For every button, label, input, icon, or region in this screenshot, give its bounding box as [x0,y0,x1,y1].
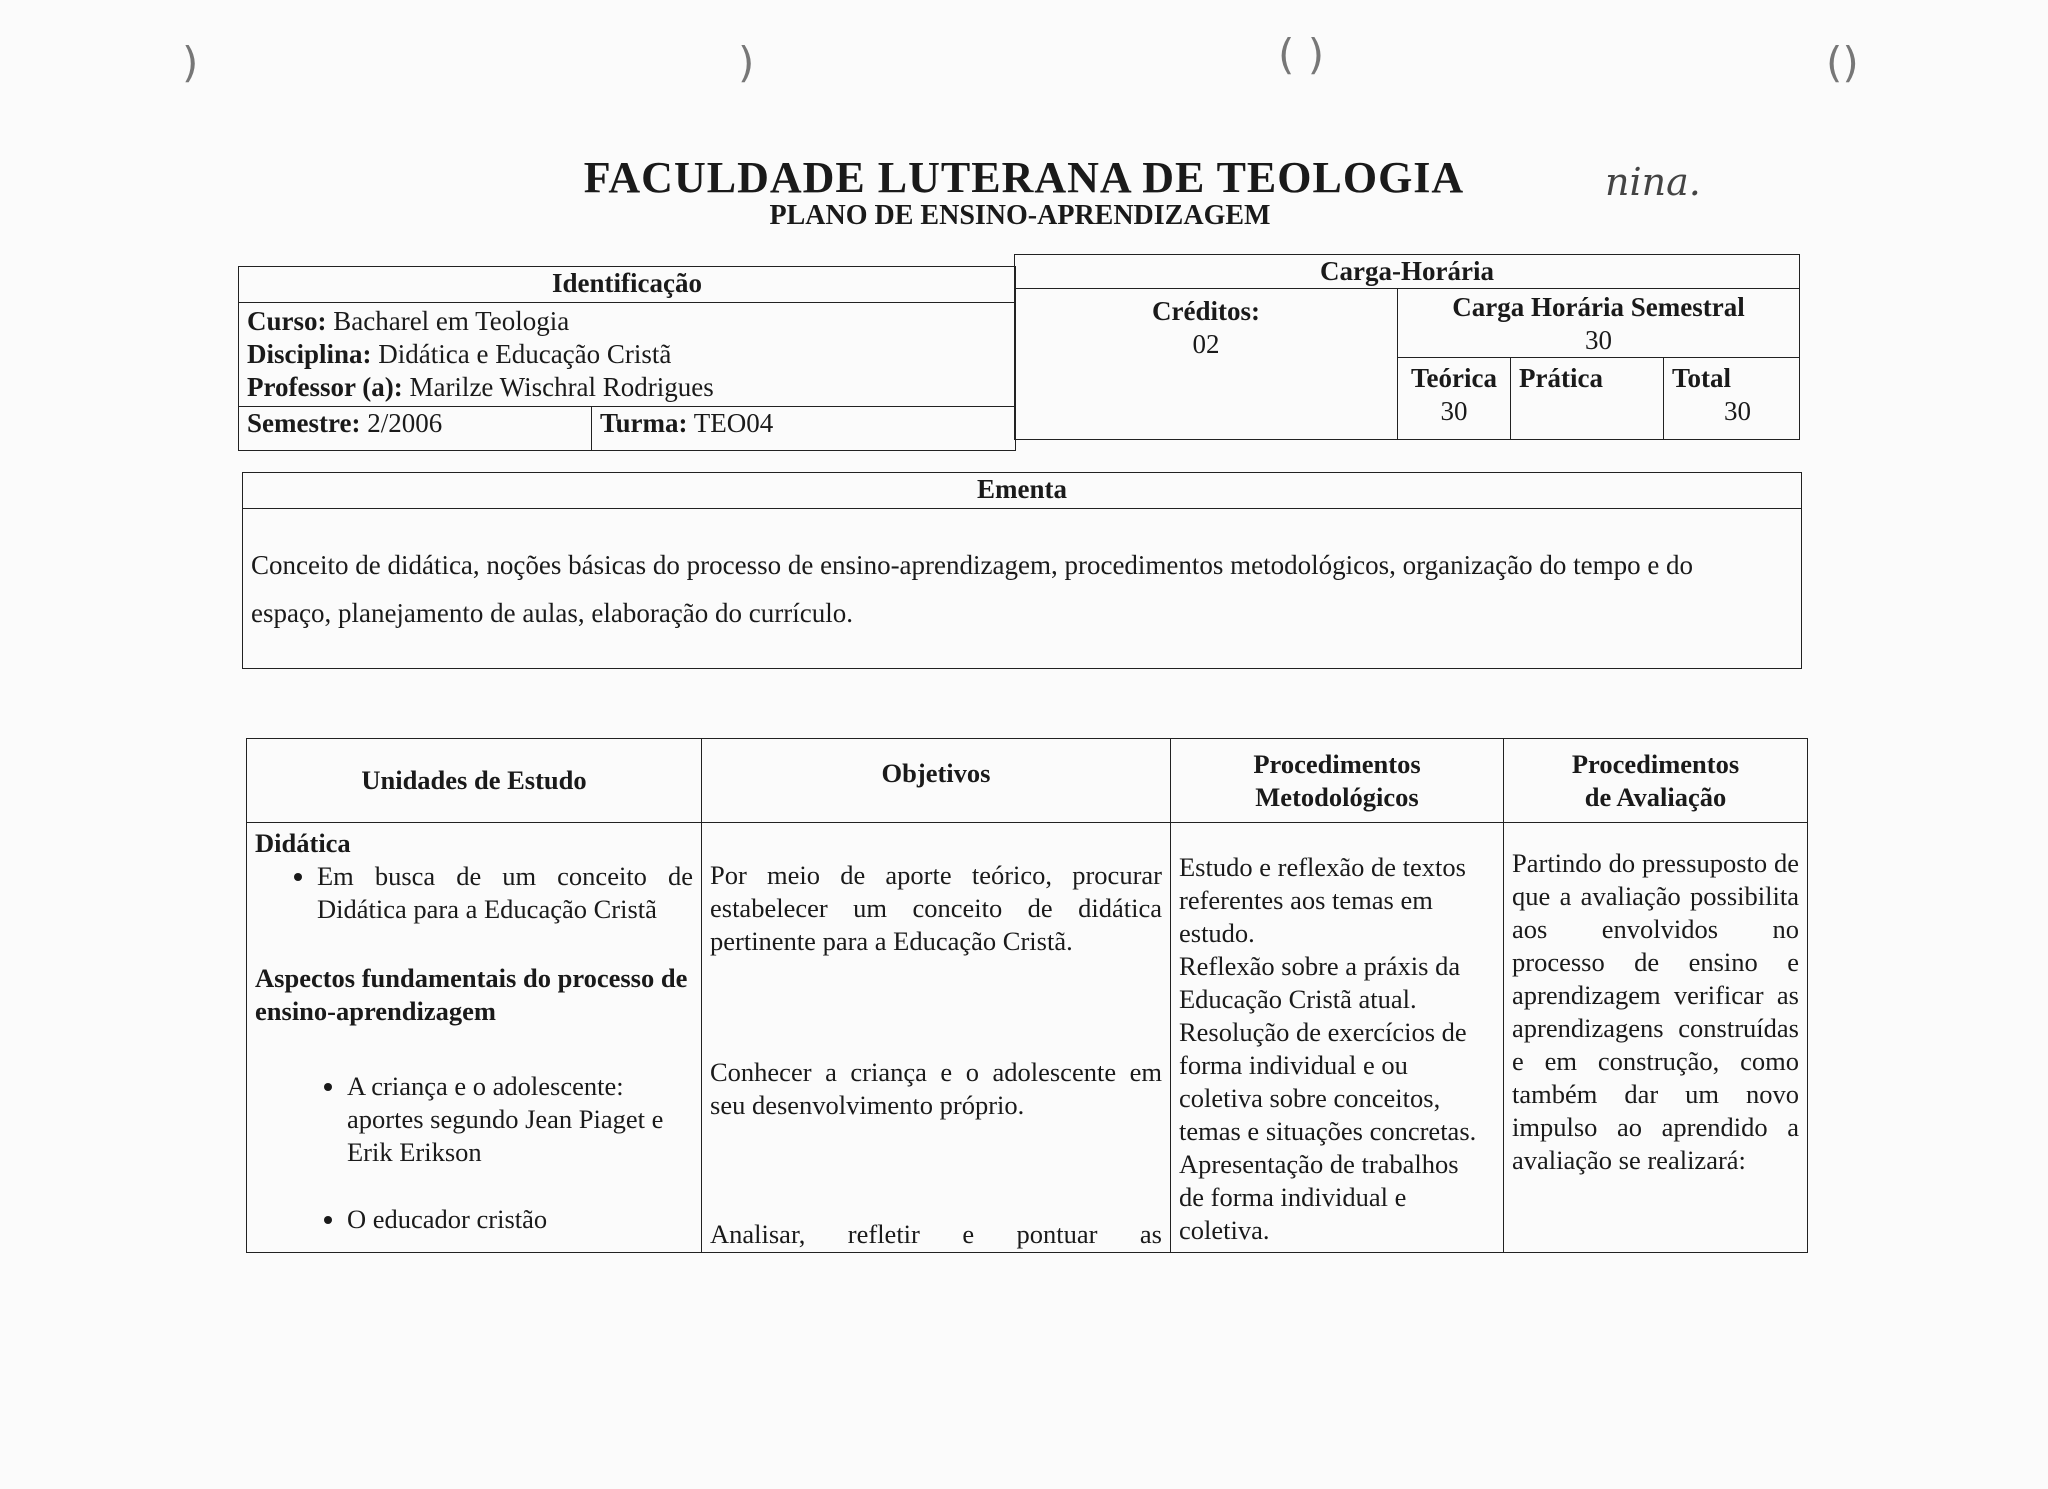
course-value: Bacharel em Teologia [333,306,570,336]
identification-table [238,266,1016,451]
practice-label: Prática [1519,363,1603,393]
professor-value: Marilze Wischral Rodrigues [409,372,714,402]
credits-value: 02 [1192,329,1220,359]
course-label: Curso: [247,306,327,336]
methodology-line: coletiva sobre conceitos, [1179,1083,1441,1113]
objective-text: Por meio de aporte teórico, procurar estabelecer um conceito de didática pertinente para a Educação Cristã. [710,860,1162,956]
credits-cell [1015,289,1398,440]
professor-label: Professor (a): [247,372,403,402]
theory-label: Teórica [1411,363,1497,393]
methodology-line: forma individual e ou [1179,1050,1408,1080]
workload-table [1014,254,1800,440]
semester-label: Semestre: [247,408,361,438]
methodology-line: Reflexão sobre a práxis da [1179,951,1461,981]
total-value: 30 [1724,396,1751,426]
syllabus-table [242,472,1802,669]
workload-heading: Carga-Horária [1015,255,1800,289]
semester-cell [239,407,592,451]
col-methodology-line: Procedimentos [1253,748,1421,779]
syllabus-line: Conceito de didática, noções básicas do processo de ensino-aprendizagem, procedimentos metodológicos, organização do tempo e do [251,550,1694,580]
col-methodology [1171,739,1504,823]
institution-title: FACULDADE LUTERANA DE TEOLOGIA [583,153,1465,202]
col-objectives: Objetivos [702,739,1171,823]
methodology-line: estudo. [1179,918,1255,948]
unit-title: Aspectos fundamentais do processo de ensino-aprendizagem [255,963,688,1026]
methodology-line: Apresentação de trabalhos [1179,1149,1459,1179]
course-info [239,303,1016,407]
semester-workload-label: Carga Horária Semestral [1452,292,1745,322]
methodology-line: referentes aos temas em [1179,885,1433,915]
unit-item: • Em busca de um conceito de Didática para a Educação Cristã [317,860,693,926]
theory-value: 30 [1440,396,1468,426]
methodology-cell [1171,823,1504,1253]
methodology-line: Resolução de exercícios de [1179,1017,1467,1047]
syllabus-line: espaço, planejamento de aulas, elaboração do currículo. [251,598,853,628]
syllabus-heading: Ementa [243,473,1802,509]
evaluation-text: Partindo do pressuposto de que a avaliação possibilita aos envolvidos no processo de ensino e aprendizagem verificar as aprendizagens construídas e em construção, como também dar um novo impulso ao aprendido a avaliação se realizará: [1512,848,1799,1175]
objective-text: Conhecer a criança e o adolescente em seu desenvolvimento próprio. [710,1057,1162,1120]
credits-label: Créditos: [1152,296,1260,326]
class-cell [592,407,1016,451]
theory-cell [1398,358,1511,440]
objective-text: Analisar, refletir e pontuar as [710,1219,1162,1249]
class-value: TEO04 [693,408,774,438]
identification-heading: Identificação [239,267,1016,303]
study-units-table [246,738,1808,1253]
class-label: Turma: [600,408,688,438]
objectives-cell [702,823,1171,1253]
methodology-line: Estudo e reflexão de textos [1179,852,1466,882]
col-methodology-line: Metodológicos [1255,781,1419,812]
semester-workload-cell [1398,289,1800,358]
practice-cell [1511,358,1664,440]
methodology-line: Educação Cristã atual. [1179,984,1417,1014]
col-evaluation-line: de Avaliação [1584,781,1727,812]
plan-subtitle: PLANO DE ENSINO-APRENDIZAGEM [769,200,1271,231]
handwritten-note: nina. [1605,160,1701,204]
punch-mark: ) [182,38,199,87]
methodology-line: temas e situações concretas. [1179,1116,1477,1146]
punch-mark: () [1826,38,1859,87]
col-evaluation-line: Procedimentos [1571,748,1740,779]
discipline-label: Disciplina: [247,339,372,369]
unit-item: • A criança e o adolescente: aportes segundo Jean Piaget e Erik Erikson [347,1070,693,1169]
punch-mark: ( ) [1278,30,1325,79]
methodology-line: coletiva. [1179,1215,1270,1245]
col-evaluation [1504,739,1808,823]
evaluation-cell [1504,823,1808,1253]
total-cell [1664,358,1800,440]
punch-mark: ) [738,38,755,87]
semester-workload-value: 30 [1585,325,1612,355]
unit-item: • O educador cristão [347,1203,693,1236]
syllabus-text [243,509,1802,669]
semester-value: 2/2006 [367,408,443,438]
unit-title: Didática [255,828,351,858]
total-label: Total [1672,363,1732,393]
discipline-value: Didática e Educação Cristã [378,339,672,369]
study-units-cell [247,823,702,1253]
methodology-line: de forma individual e [1179,1182,1407,1212]
col-study-units: Unidades de Estudo [247,739,702,823]
